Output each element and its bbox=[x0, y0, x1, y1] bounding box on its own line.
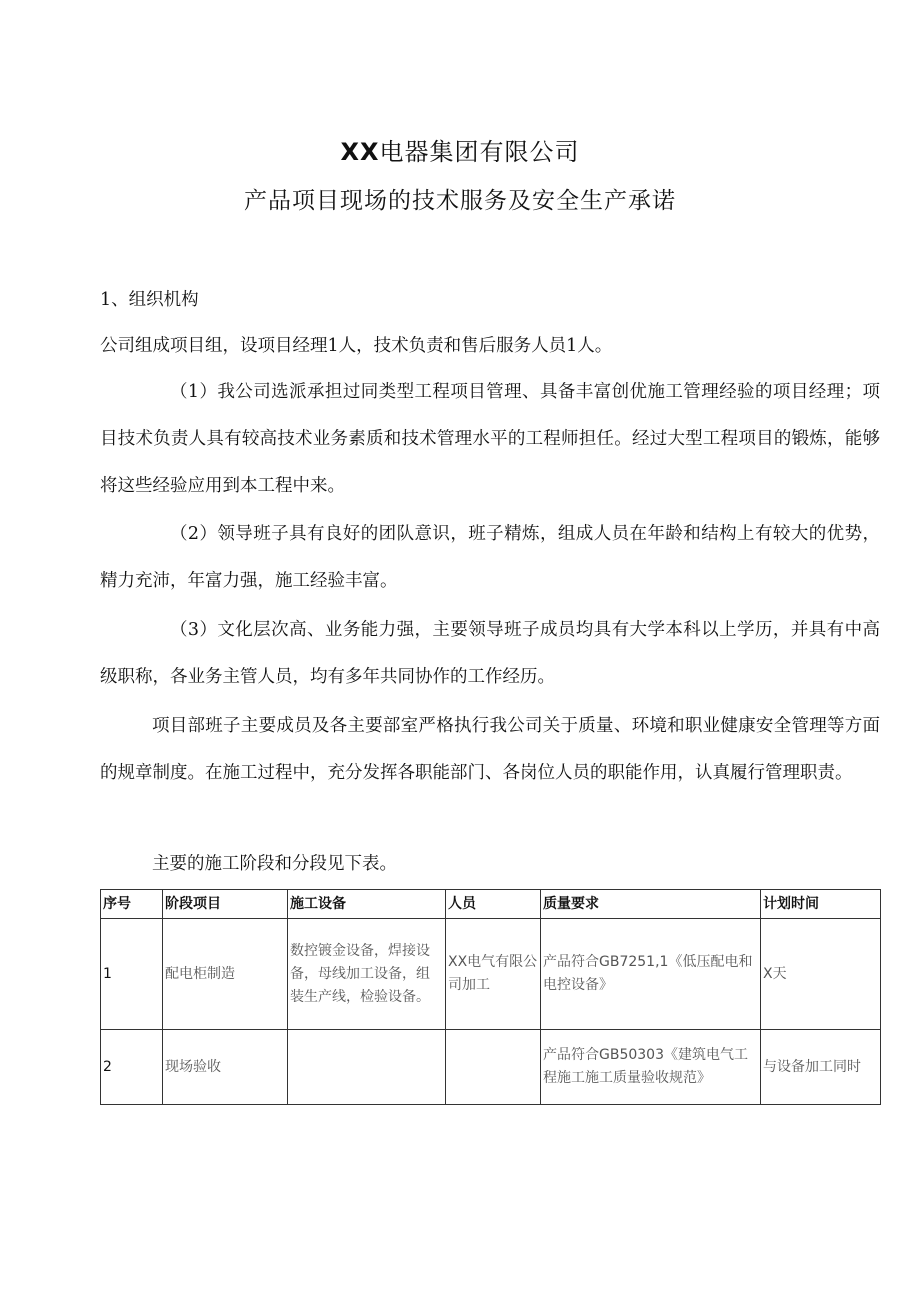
col-header-index: 序号 bbox=[101, 890, 163, 919]
company-title-prefix: XX bbox=[340, 138, 380, 166]
table-intro: 主要的施工阶段和分段见下表。 bbox=[152, 854, 397, 874]
document-subtitle: 产品项目现场的技术服务及安全生产承诺 bbox=[244, 188, 676, 214]
col-header-personnel: 人员 bbox=[446, 890, 541, 919]
cell-personnel: XX电气有限公司加工 bbox=[446, 919, 541, 1030]
cell-equipment bbox=[288, 1030, 446, 1105]
cell-index: 1 bbox=[101, 919, 163, 1030]
cell-index: 2 bbox=[101, 1030, 163, 1105]
paragraph-4: （3）文化层次高、业务能力强，主要领导班子成员均具有大学本科以上学历，并具有中高级职称，各业务主管人员，均有多年共同协作的工作经历。 bbox=[100, 620, 880, 687]
paragraph-1: 公司组成项目组，设项目经理1人，技术负责和售后服务人员1人。 bbox=[100, 336, 613, 356]
cell-phase: 现场验收 bbox=[163, 1030, 288, 1105]
cell-equipment: 数控镀金设备，焊接设备，母线加工设备，组装生产线，检验设备。 bbox=[288, 919, 446, 1030]
paragraph-3: （2）领导班子具有良好的团队意识，班子精炼，组成人员在年龄和结构上有较大的优势，精力充沛，年富力强，施工经验丰富。 bbox=[100, 524, 880, 591]
col-header-schedule: 计划时间 bbox=[761, 890, 881, 919]
col-header-equipment: 施工设备 bbox=[288, 890, 446, 919]
section-heading: 1、组织机构 bbox=[100, 290, 199, 310]
col-header-quality: 质量要求 bbox=[541, 890, 761, 919]
cell-schedule: 与设备加工同时 bbox=[761, 1030, 881, 1105]
paragraph-2: （1）我公司选派承担过同类型工程项目管理、具备丰富创优施工管理经验的项目经理；项目技术负责人具有较高技术业务素质和技术管理水平的工程师担任。经过大型工程项目的锻炼，能够将这些经验应用到本工程中来。 bbox=[100, 382, 880, 496]
paragraph-5: 项目部班子主要成员及各主要部室严格执行我公司关于质量、环境和职业健康安全管理等方面的规章制度。在施工过程中，充分发挥各职能部门、各岗位人员的职能作用，认真履行管理职责。 bbox=[100, 716, 880, 783]
cell-personnel bbox=[446, 1030, 541, 1105]
company-title-rest: 电器集团有限公司 bbox=[379, 138, 580, 166]
table-row bbox=[101, 919, 881, 1030]
cell-phase: 配电柜制造 bbox=[163, 919, 288, 1030]
cell-schedule: X天 bbox=[761, 919, 881, 1030]
company-title bbox=[0, 136, 920, 168]
cell-quality: 产品符合GB7251,1《低压配电和电控设备》 bbox=[541, 919, 761, 1030]
construction-phase-table bbox=[100, 889, 881, 1105]
cell-quality: 产品符合GB50303《建筑电气工程施工施工质量验收规范》 bbox=[541, 1030, 761, 1105]
table-header-row bbox=[101, 890, 881, 919]
table-row bbox=[101, 1030, 881, 1105]
col-header-phase: 阶段项目 bbox=[163, 890, 288, 919]
